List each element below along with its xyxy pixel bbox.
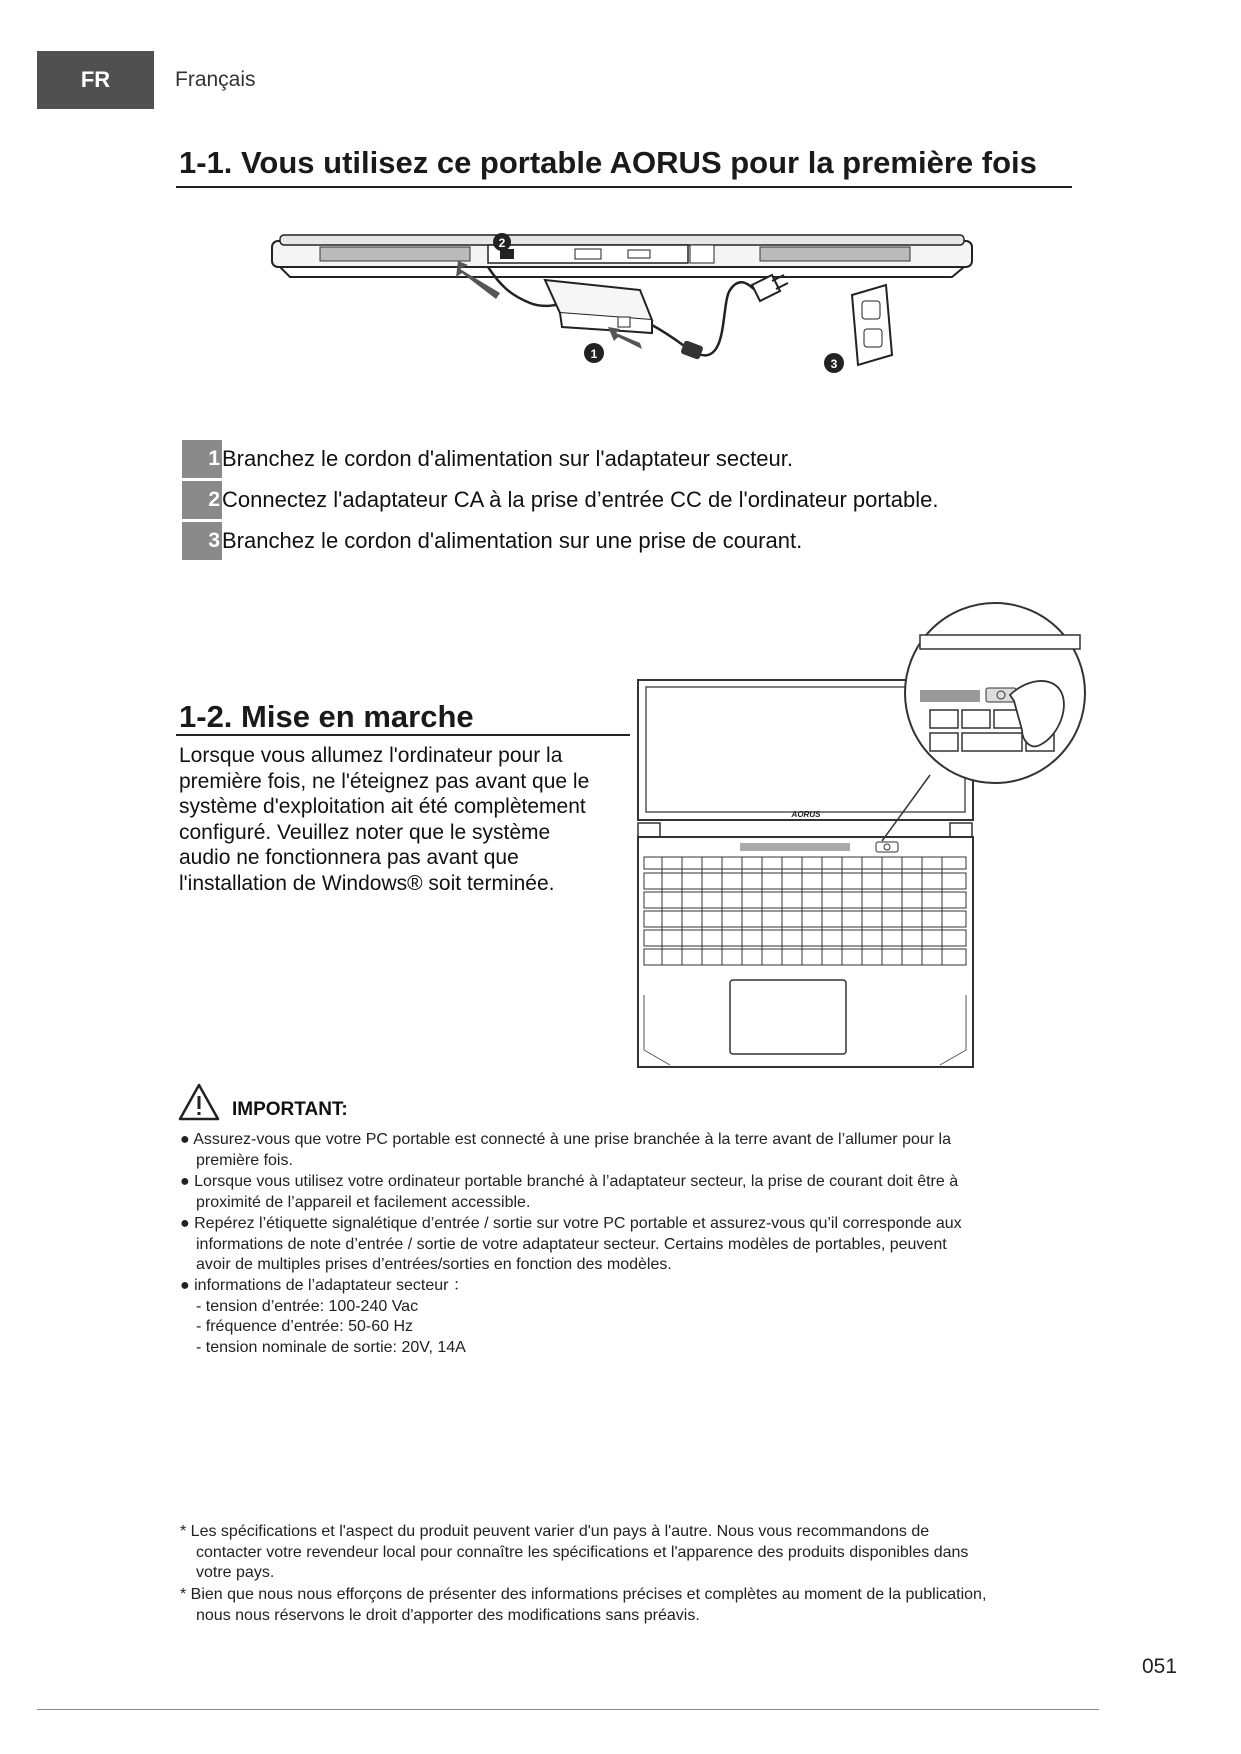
footnote-line: votre pays. (196, 1564, 275, 1581)
bullet-line: informations de note d’entrée / sortie de votre adaptateur secteur. Certains modèles de portables, peuvent (196, 1235, 947, 1253)
section2-body: Lorsque vous allumez l'ordinateur pour la première fois, ne l'éteignez pas avant que le système d'exploitation ait été complètement configuré. Veuillez noter que le système audio ne fonctionnera pas avant que l'installation de Windows® soit terminée. (179, 744, 590, 895)
step-text: Branchez le cordon d'alimentation sur l'adaptateur secteur. (222, 446, 793, 471)
bullet-line: ● Lorsque vous utilisez votre ordinateur portable branché à l’adaptateur secteur, la prise de courant doit être à (180, 1173, 959, 1190)
important-title: IMPORTANT: (232, 1099, 348, 1120)
bullet-line: avoir de multiples prises d’entrées/sorties en fonction des modèles. (196, 1256, 672, 1273)
callout-3: 3 (830, 357, 838, 371)
section1-rule (176, 186, 1072, 188)
important-bullet (180, 1214, 1060, 1276)
footer-rule (37, 1709, 1099, 1710)
step-number: 2 (182, 481, 222, 519)
step-2 (182, 481, 939, 519)
adapter-spec: - tension d’entrée: 100-240 Vac (196, 1298, 419, 1315)
section2-title: 1-2. Mise en marche (179, 699, 474, 734)
important-bullet (180, 1130, 1060, 1171)
language-tag: FR (37, 51, 154, 109)
step-text: Connectez l'adaptateur CA à la prise d’entrée CC de l'ordinateur portable. (222, 487, 939, 512)
laptop-logo: AORUS (791, 810, 821, 819)
power-connection-figure (260, 225, 1000, 425)
footnote (180, 1585, 1080, 1626)
section1-title: 1-1. Vous utilisez ce portable AORUS pour la première fois (179, 145, 1037, 180)
important-bullet (180, 1276, 1060, 1297)
bullet-line: première fois. (196, 1151, 293, 1169)
language-name: Français (175, 68, 256, 91)
step-number: 3 (182, 522, 222, 560)
adapter-spec: - tension nominale de sortie: 20V, 14A (196, 1339, 466, 1356)
step-number: 1 (182, 440, 222, 478)
bullet-line: ● Assurez-vous que votre PC portable est connecté à une prise branchée à la terre avant de l’allumer pour la (180, 1131, 951, 1148)
important-bullet (180, 1172, 1060, 1213)
section2-rule (176, 734, 630, 736)
power-on-figure (630, 595, 1100, 1070)
footnote-line: contacter votre revendeur local pour connaître les spécifications et l'apparence des produits disponibles dans (196, 1543, 969, 1561)
bullet-line: ● informations de l’adaptateur secteur ： (180, 1277, 469, 1294)
step-1 (182, 440, 793, 478)
footnote-line: * Bien que nous nous efforçons de présenter des informations précises et complètes au moment de la publication, (180, 1586, 987, 1603)
footnote-line: * Les spécifications et l'aspect du produit peuvent varier d'un pays à l'autre. Nous vous recommandons de (180, 1523, 930, 1540)
callout-2: 2 (498, 236, 506, 250)
callout-1: 1 (590, 347, 598, 361)
adapter-spec: - fréquence d’entrée: 50-60 Hz (196, 1318, 414, 1335)
step-3 (182, 522, 802, 560)
bullet-line: ● Repérez l’étiquette signalétique d’entrée / sortie sur votre PC portable et assurez-vous qu’il corresponde aux (180, 1215, 962, 1232)
bullet-line: proximité de l’appareil et facilement accessible. (196, 1193, 531, 1211)
footnote-line: nous nous réservons le droit d'apporter des modifications sans préavis. (196, 1606, 700, 1624)
step-text: Branchez le cordon d'alimentation sur une prise de courant. (222, 528, 803, 553)
page-number: 051 (1142, 1655, 1178, 1678)
footnote (180, 1522, 1080, 1584)
warning-icon (178, 1083, 220, 1121)
